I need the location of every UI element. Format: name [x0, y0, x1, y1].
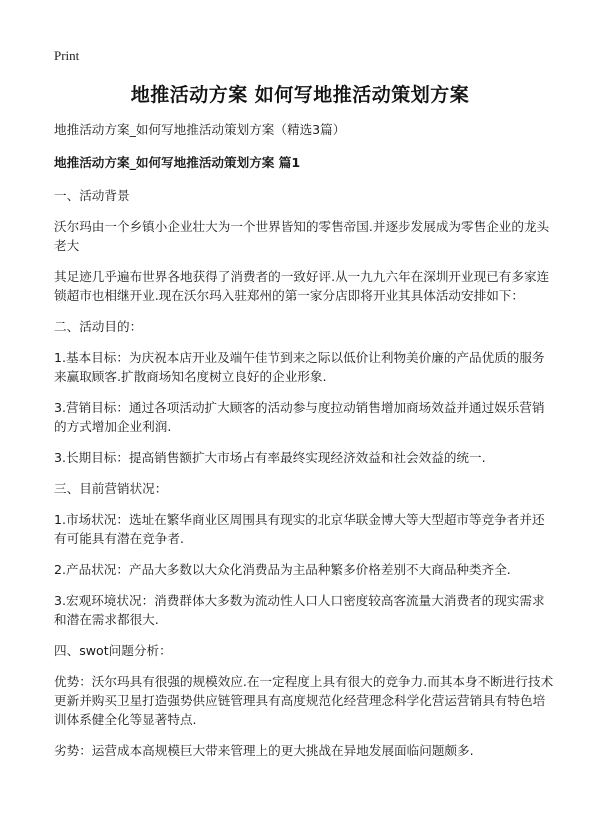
block-9: 2.产品状况：产品大多数以大众化消费品为主品种繁多价格差别不大商品种类齐全.: [54, 562, 511, 577]
block-7: 三、目前营销状况：: [54, 481, 168, 496]
block-1: 沃尔玛由一个乡镇小企业壮大为一个世界皆知的零售帝国.并逐步发展成为零售企业的龙头老大: [54, 219, 550, 253]
block-8: 1.市场状况：选址在繁华商业区周围具有现实的北京华联金博大等大型超市等竞争者并还有可能具有潜在竞争者.: [54, 512, 545, 546]
block-3: 二、活动目的：: [54, 319, 143, 334]
block-0: 一、活动背景: [54, 188, 130, 203]
document-body: [54, 120, 554, 772]
document-subtitle: 地推活动方案_如何写地推活动策划方案（精选3篇）: [54, 122, 346, 137]
block-13: 劣势：运营成本高规模巨大带来管理上的更大挑战在异地发展面临问题颇多.: [54, 743, 474, 758]
block-12: 优势：沃尔玛具有很强的规模效应.在一定程度上具有很大的竞争力.而其本身不断进行技术更新并购买卫星打造强势供应链管理具有高度规范化经营理念科学化营运营销具有特色培训体系健全化等显著特点.: [54, 674, 554, 727]
section-title: 地推活动方案_如何写地推活动策划方案 篇1: [54, 155, 301, 170]
block-5: 3.营销目标：通过各项活动扩大顾客的活动参与度拉动销售增加商场效益并通过娱乐营销的方式增加企业利润.: [54, 400, 545, 434]
block-6: 3.长期目标：提高销售额扩大市场占有率最终实现经济效益和社会效益的统一.: [54, 450, 486, 465]
block-4: 1.基本目标：为庆祝本店开业及端午佳节到来之际以低价让利物美价廉的产品优质的服务来赢取顾客.扩散商场知名度树立良好的企业形象.: [54, 350, 545, 384]
print-link[interactable]: Print: [54, 48, 80, 63]
block-2: 其足迹几乎遍布世界各地获得了消费者的一致好评.从一九九六年在深圳开业现已有多家连锁超市也相继开业.现在沃尔玛入驻郑州的第一家分店即将开业其具体活动安排如下：: [54, 269, 550, 303]
block-11: 四、swot问题分析：: [54, 643, 172, 658]
block-10: 3.宏观环境状况：消费群体大多数为流动性人口人口密度较高客流量大消费者的现实需求和潜在需求都很大.: [54, 593, 545, 627]
page-title: 地推活动方案 如何写地推活动策划方案: [130, 84, 470, 106]
